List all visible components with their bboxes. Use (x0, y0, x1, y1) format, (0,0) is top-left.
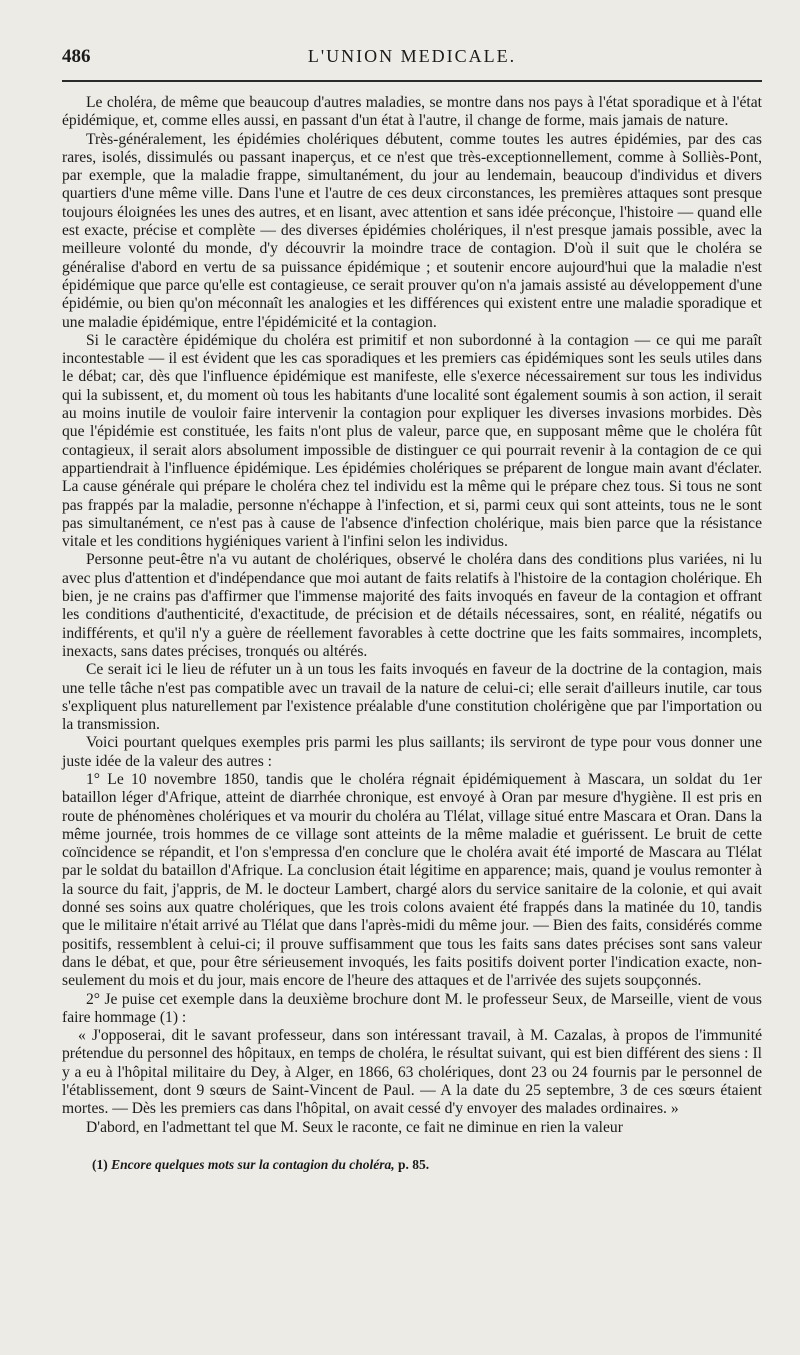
paragraph: 2° Je puise cet exemple dans la deuxième brochure dont M. le professeur Seux, de Marseille, vient de vous faire hommage (1) : (62, 990, 762, 1026)
paragraph: Ce serait ici le lieu de réfuter un à un tous les faits invoqués en faveur de la doctrine de la contagion, mais une telle tâche n'est pas compatible avec un travail de la nature de celui-ci; elle serait d'ailleurs inutile, car tous s'expliquent plus naturellement par l'existence préalable d'une constitution cholérigène que par l'importation ou la transmission. (62, 661, 762, 734)
page-header (62, 46, 762, 82)
running-title: L'UNION MEDICALE. (307, 46, 517, 66)
paragraph: Le choléra, de même que beaucoup d'autres maladies, se montre dans nos pays à l'état sporadique et à l'état épidémique, et, comme elles aussi, en passant d'un état à l'autre, il change de forme, mais jamais de nature. (62, 94, 762, 130)
footnote-marker: (1) (92, 1156, 108, 1172)
footnote (62, 1157, 762, 1173)
paragraph: Voici pourtant quelques exemples pris parmi les plus saillants; ils serviront de type pour vous donner une juste idée de la valeur des autres : (62, 734, 762, 770)
footnote-page-ref: p. 85. (398, 1156, 430, 1172)
paragraph: Si le caractère épidémique du choléra est primitif et non subordonné à la contagion — ce qui me paraît incontestable — il est évident que les cas sporadiques et les premiers cas épidémiques sont les seuls utiles dans le débat; car, dès que l'influence épidémique est manifeste, elle s'exerce nécessairement sur tous les individus qui la subissent, et, du moment où tous les habitants d'une localité sont également soumis à son action, il serait au moins inutile de vouloir faire intervenir la contagion pour expliquer les diverses invasions morbides. Dès que l'épidémie est constituée, les faits n'ont plus de valeur, parce que, en supposant même que le choléra fût contagieux, il serait alors absolument impossible de distinguer ce qui pourrait revenir à la contagion de ce qui appartiendrait à l'influence épidémique. Les épidémies cholériques se préparent de longue main avant d'éclater. La cause générale qui prépare le choléra chez tel individu est la même qui le prépare chez tous. Si tous ne sont pas frappés par la maladie, personne n'échappe à l'infection, et si, parmi ceux qui sont atteints, tous ne le sont pas simultanément, ce n'est pas à cause de l'absence d'infection cholérique, mais bien parce que la résistance vitale et les conditions hygiéniques varient à l'infini selon les individus. (62, 331, 762, 551)
paragraph: Très-généralement, les épidémies cholériques débutent, comme toutes les autres épidémies, par des cas rares, isolés, dissimulés ou passant inaperçus, et ce n'est que très-exceptionnellement, comme à Solliès-Pont, par exemple, que la maladie frappe, simultanément, du jour au lendemain, beaucoup d'individus et divers quartiers d'une même ville. Dans l'une et l'autre de ces deux circonstances, les premières attaques sont presque toujours éloignées les unes des autres, et en lisant, avec attention et sans idée préconçue, l'histoire — quand elle est exacte, précise et complète — des diverses épidémies cholériques, il n'est presque jamais possible, avec la meilleure volonté du monde, d'y découvrir la moindre trace de contagion. D'où il suit que le choléra se généralise d'abord en vertu de sa puissance épidémique ; et soutenir encore aujourd'hui que la maladie n'est épidémique que parce qu'elle est contagieuse, ce serait prouver qu'on n'a jamais assisté au développement d'une épidémie, ou bien qu'on méconnaît les analogies et les différences qui existent entre une maladie sporadique et une maladie épidémique, entre l'épidémicité et la contagion. (62, 130, 762, 331)
paragraph: D'abord, en l'admettant tel que M. Seux le raconte, ce fait ne diminue en rien la valeur (86, 1118, 623, 1136)
paragraph: 1° Le 10 novembre 1850, tandis que le choléra régnait épidémiquement à Mascara, un soldat du 1er bataillon léger d'Afrique, atteint de diarrhée chronique, est envoyé à Oran par mesure d'hygiène. Il est pris en route de phénomènes cholériques et va mourir du choléra au Tlélat, village situé entre Mascara et Oran. Dans la même journée, trois hommes de ce village sont atteints de la même maladie et guérissent. Le bruit de cette coïncidence se répandit, et l'on s'empressa d'en conclure que le choléra avait été importé de Mascara au Tlélat par le soldat du bataillon d'Afrique. La conclusion était légitime en apparence; mais, quand je voulus remonter à la source du fait, j'appris, de M. le docteur Lambert, chargé alors du service sanitaire de la colonie, et qui avait donné ses soins aux quatre cholériques, que les trois colons avaient été frappés dans la matinée du 10, tandis que le militaire n'était arrivé au Tlélat que dans l'après-midi du même jour. — Bien des faits, considérés comme positifs, ressemblent à celui-ci; il prouve suffisamment que tous les faits sans dates précises sont sans valeur dans le débat, et que, pour être sérieusement invoqués, les faits positifs doivent porter l'indication exacte, non-seulement du mois et du jour, mais encore de l'heure des attaques et de l'arrivée des sujets soupçonnés. (62, 770, 762, 990)
paragraph: Personne peut-être n'a vu autant de cholériques, observé le choléra dans des conditions plus variées, ni lu avec plus d'attention et d'indépendance que moi autant de faits relatifs à l'histoire de la contagion cholérique. Eh bien, je ne crains pas d'affirmer que l'immense majorité des faits invoqués en faveur de la contagion et offrant les conditions d'authenticité, d'exactitude, de précision et de détails nécessaires, sont, en réalité, négatifs ou indifférents, et qu'il n'y a guère de réellement favorables à cette doctrine que les faits sommaires, incomplets, inexacts, sans dates précises, tronqués ou altérés. (62, 551, 762, 660)
quoted-paragraph: « J'opposerai, dit le savant professeur, dans son intéressant travail, à M. Cazalas, à propos de l'immunité prétendue du personnel des hôpitaux, en temps de choléra, le résultat suivant, qui est bien différent des siens : Il y a eu à l'hôpital militaire du Dey, à Alger, en 1866, 63 cholériques, dont 23 ou 24 fournis par le personnel de l'établissement, dont 9 sœurs de Saint-Vincent de Paul. — A la date du 25 septembre, 3 de ces sœurs étaient mortes. — Dès les premiers cas dans l'hôpital, on avait cessé d'y envoyer des malades ordinaires. » (62, 1027, 762, 1118)
page-number: 486 (62, 46, 91, 67)
footnote-title: Encore quelques mots sur la contagion du choléra, (111, 1156, 395, 1172)
article-body (62, 94, 762, 1137)
